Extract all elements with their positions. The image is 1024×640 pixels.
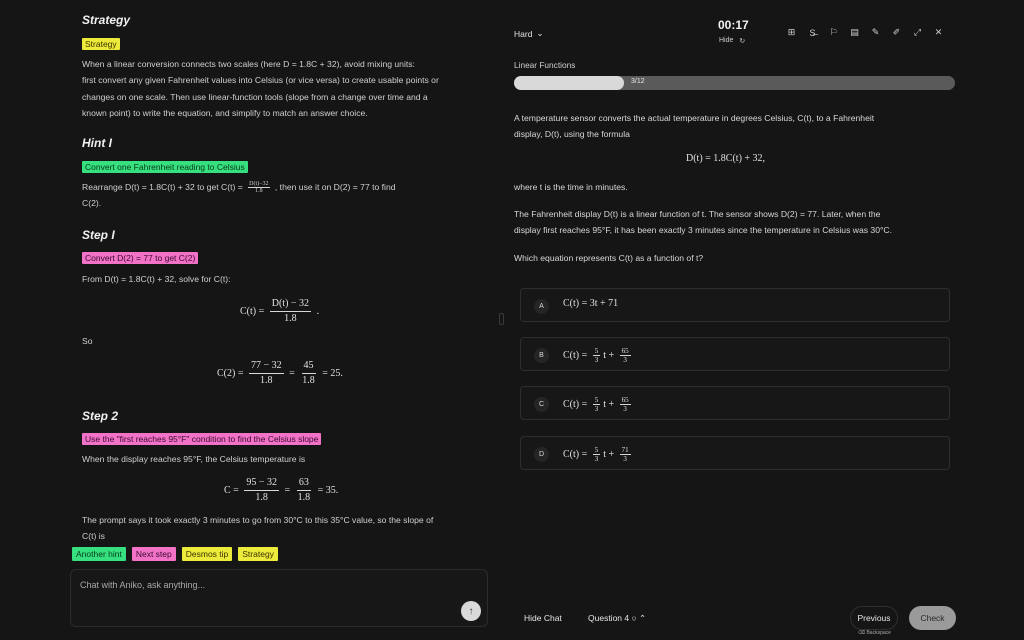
question-nav-label: Question 4 bbox=[588, 613, 630, 623]
hint-text-line: C(2). bbox=[82, 198, 102, 209]
choice-d[interactable] bbox=[520, 436, 950, 470]
choice-fraction bbox=[593, 396, 601, 413]
suggestion-chips bbox=[72, 547, 278, 561]
choice-label bbox=[563, 446, 634, 463]
choice-expression: t + bbox=[603, 448, 615, 460]
equation-fraction bbox=[249, 359, 284, 388]
fraction-denominator: 3 bbox=[594, 405, 599, 413]
bottom-bar bbox=[506, 600, 1024, 640]
question-paragraph-1 bbox=[514, 110, 954, 142]
fraction-denominator: 1.8 bbox=[302, 375, 315, 386]
step1-equation-2 bbox=[217, 359, 343, 388]
chat-input[interactable] bbox=[80, 580, 440, 590]
choice-expression: t + bbox=[603, 398, 615, 410]
fraction-numerator: 5 bbox=[594, 446, 599, 454]
hint-heading: Hint I bbox=[82, 136, 112, 150]
fraction-denominator: 3 bbox=[623, 405, 627, 413]
send-button[interactable] bbox=[461, 601, 481, 621]
strategy-heading: Strategy bbox=[82, 13, 131, 27]
strategy-tag: Strategy bbox=[82, 38, 120, 50]
step2-intro: When the display reaches 95°F, the Celsius temperature is bbox=[82, 454, 306, 464]
hint-text-pre: Rearrange D(t) = 1.8C(t) + 32 to get C(t) = bbox=[82, 182, 243, 192]
backspace-hint: ⌫ Backspace bbox=[858, 630, 891, 636]
choice-expression: C(t) = 3t + 71 bbox=[563, 298, 619, 309]
fraction-denominator: 1.8 bbox=[255, 188, 263, 195]
question-text-line: The Fahrenheit display D(t) is a linear function of t. The sensor shows D(2) = 77. Later, when the bbox=[514, 209, 881, 219]
choice-expression: C(t) = bbox=[563, 448, 588, 460]
fraction-denominator: 3 bbox=[623, 455, 627, 463]
reset-icon: ↻ bbox=[739, 38, 746, 45]
question-navigator[interactable] bbox=[588, 613, 646, 624]
progress-label: 3/12 bbox=[631, 78, 645, 85]
pencil-icon[interactable]: ✐ bbox=[892, 27, 901, 37]
hide-timer-label: Hide bbox=[719, 37, 734, 44]
choice-label bbox=[563, 298, 618, 309]
choice-fraction bbox=[620, 446, 631, 463]
strikethrough-icon[interactable]: S̶ bbox=[809, 27, 816, 38]
choice-label bbox=[563, 396, 634, 413]
fraction-numerator: 95 − 32 bbox=[244, 476, 279, 491]
fraction-numerator: 45 bbox=[302, 359, 316, 374]
flag-icon[interactable]: ⚐ bbox=[829, 27, 838, 37]
strategy-text bbox=[82, 56, 492, 121]
hide-timer-button[interactable] bbox=[719, 37, 745, 45]
fraction-numerator: 77 − 32 bbox=[249, 359, 284, 374]
choice-fraction bbox=[593, 446, 601, 463]
circle-icon: ○ bbox=[631, 613, 637, 623]
fraction-denominator: 3 bbox=[594, 455, 599, 463]
fraction-numerator: 5 bbox=[594, 396, 599, 404]
choice-fraction bbox=[620, 396, 631, 413]
choice-letter: D bbox=[534, 447, 549, 462]
chevron-up-icon: ⌃ bbox=[639, 613, 647, 623]
step1-heading: Step I bbox=[82, 228, 115, 242]
fraction-denominator: 1.8 bbox=[255, 492, 268, 503]
expand-icon[interactable]: ⤢ bbox=[913, 27, 922, 37]
fraction-numerator: 5 bbox=[594, 347, 599, 355]
tutor-panel bbox=[70, 0, 498, 640]
question-text-line: display first reaches 95°F, it has been exactly 3 minutes since the temperature in Celsius was 30°C. bbox=[514, 225, 893, 235]
fraction-denominator: 1.8 bbox=[284, 313, 297, 324]
equation-end: = 35. bbox=[317, 484, 339, 496]
fraction-numerator: D(t)−32 bbox=[249, 181, 269, 188]
choice-c[interactable] bbox=[520, 386, 950, 420]
fraction-numerator: 65 bbox=[621, 396, 629, 404]
difficulty-label: Hard bbox=[514, 28, 533, 39]
desmos-tip-chip[interactable]: Desmos tip bbox=[182, 547, 233, 561]
question-panel bbox=[506, 0, 1024, 640]
choice-fraction bbox=[620, 347, 631, 364]
timer: 00:17 bbox=[718, 18, 749, 32]
difficulty-dropdown[interactable] bbox=[514, 28, 544, 39]
another-hint-chip[interactable]: Another hint bbox=[72, 547, 126, 561]
step2-text-line: The prompt says it took exactly 3 minutes to go from 30°C to this 35°C value, so the slope of bbox=[82, 515, 434, 525]
step1-so: So bbox=[82, 336, 93, 346]
question-paragraph-2: where t is the time in minutes. bbox=[514, 182, 628, 192]
previous-button[interactable]: Previous bbox=[850, 606, 898, 630]
hide-chat-button[interactable]: Hide Chat bbox=[524, 613, 562, 623]
hint-tag: Convert one Fahrenheit reading to Celsius bbox=[82, 161, 248, 173]
fraction-numerator: 71 bbox=[621, 446, 629, 454]
equation-fraction bbox=[300, 359, 317, 388]
choice-letter: A bbox=[534, 299, 549, 314]
arrow-up-icon: ↑ bbox=[468, 605, 474, 617]
question-formula: D(t) = 1.8C(t) + 32, bbox=[686, 153, 766, 164]
fraction-denominator: 1.8 bbox=[260, 375, 273, 386]
choice-letter: C bbox=[534, 397, 549, 412]
equation-equals: = bbox=[289, 367, 295, 379]
step2-tag: Use the "first reaches 95°F" condition to find the Celsius slope bbox=[82, 433, 321, 445]
step2-text bbox=[82, 512, 492, 545]
strategy-text-line: known point) to write the equation, and simplify to match an answer choice. bbox=[82, 107, 368, 118]
equation-lhs: C(t) = bbox=[240, 305, 265, 317]
choice-b[interactable] bbox=[520, 337, 950, 371]
next-step-chip[interactable]: Next step bbox=[132, 547, 176, 561]
equation-end: . bbox=[316, 305, 320, 317]
reference-sheet-icon[interactable]: ▤ bbox=[850, 27, 859, 37]
fraction-numerator: 65 bbox=[621, 347, 629, 355]
step2-text-line: C(t) is bbox=[82, 531, 105, 542]
fraction-numerator: 63 bbox=[297, 476, 311, 491]
strategy-text-line: changes on one scale. Then use linear-function tools (slope from a change over time and a bbox=[82, 91, 428, 102]
step1-intro: From D(t) = 1.8C(t) + 32, solve for C(t): bbox=[82, 274, 231, 284]
equation-end: = 25. bbox=[322, 367, 343, 379]
check-button[interactable]: Check bbox=[909, 606, 956, 630]
question-prompt: Which equation represents C(t) as a function of t? bbox=[514, 253, 704, 263]
step1-tag: Convert D(2) = 77 to get C(2) bbox=[82, 252, 198, 264]
equation-lhs: C(2) = bbox=[217, 367, 244, 379]
equation-equals: = bbox=[284, 484, 291, 496]
choice-expression: C(t) = bbox=[563, 398, 588, 410]
question-text-line: display, D(t), using the formula bbox=[514, 129, 630, 139]
choice-fraction bbox=[593, 347, 601, 364]
panel-resize-handle[interactable] bbox=[499, 313, 504, 325]
step1-equation-1 bbox=[240, 297, 319, 326]
choice-a[interactable] bbox=[520, 288, 950, 322]
strategy-chip[interactable]: Strategy bbox=[238, 547, 278, 561]
calculator-icon[interactable]: ⊞ bbox=[787, 27, 796, 37]
choice-expression: t + bbox=[603, 349, 615, 361]
question-toolbar bbox=[786, 27, 944, 38]
choice-expression: C(t) = bbox=[563, 349, 588, 361]
strategy-text-line: When a linear conversion connects two scales (here D = 1.8C + 32), avoid mixing units: bbox=[82, 59, 415, 69]
fraction-numerator: D(t) − 32 bbox=[270, 297, 311, 312]
hint-text-post: , then use it on D(2) = 77 to find bbox=[274, 182, 396, 192]
highlight-icon[interactable]: ✎ bbox=[871, 27, 880, 37]
equation-lhs: C = bbox=[224, 484, 239, 496]
question-text-line: A temperature sensor converts the actual temperature in degrees Celsius, C(t), to a Fahrenheit bbox=[514, 113, 875, 123]
chat-box bbox=[70, 569, 488, 627]
strategy-text-line: first convert any given Fahrenheit values into Celsius (or vice versa) to create usable points or bbox=[82, 75, 439, 86]
topic-label: Linear Functions bbox=[514, 60, 576, 70]
hint-text bbox=[82, 179, 492, 212]
close-icon[interactable]: ✕ bbox=[934, 27, 943, 37]
progress-fill bbox=[514, 76, 624, 90]
equation-fraction bbox=[244, 476, 279, 505]
question-paragraph-3 bbox=[514, 206, 954, 238]
chevron-down-icon: ⌄ bbox=[536, 28, 544, 38]
hint-fraction bbox=[248, 181, 269, 194]
equation-fraction bbox=[296, 476, 313, 505]
fraction-denominator: 3 bbox=[623, 356, 627, 364]
step2-equation bbox=[224, 476, 338, 505]
step2-heading: Step 2 bbox=[82, 409, 119, 423]
fraction-denominator: 1.8 bbox=[297, 492, 311, 503]
progress-bar bbox=[514, 76, 955, 90]
equation-fraction bbox=[270, 297, 311, 326]
choice-letter: B bbox=[534, 348, 549, 363]
choice-label bbox=[563, 347, 634, 364]
fraction-denominator: 3 bbox=[594, 356, 599, 364]
